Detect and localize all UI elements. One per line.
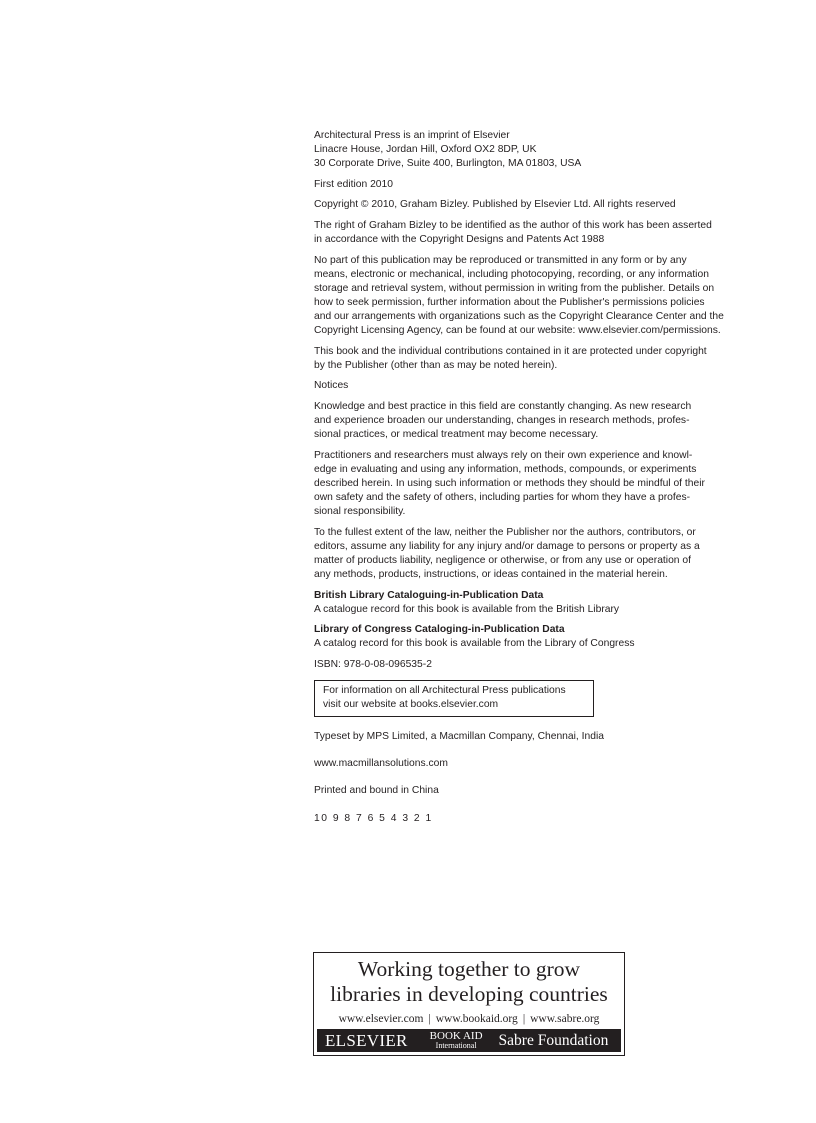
libraries-banner: [313, 952, 625, 1056]
copyright-notice: Copyright © 2010, Graham Bizley. Published by Elsevier Ltd. All rights reserved: [314, 199, 676, 211]
banner-urls: [314, 1013, 624, 1025]
address-usa: 30 Corporate Drive, Suite 400, Burlington, MA 01803, USA: [314, 158, 582, 170]
elsevier-url[interactable]: www.elsevier.com: [338, 1013, 424, 1025]
address-uk: Linacre House, Jordan Hill, Oxford OX2 8DP, UK: [314, 144, 537, 156]
typeset-url: www.macmillansolutions.com: [314, 758, 448, 770]
bookaid-logo: [429, 1029, 483, 1050]
copyright-page-text: [314, 129, 734, 826]
permissions-paragraph: No part of this publication may be reproduced or transmitted in any form or by any means, electronic or mechanical, including photocopying, recording, or any information storage and retrieval system, without permission in writing from the publisher. Details on how to seek permission, further information about the Publisher's permissions policies and our arrangements with organizations such as the Copyright Clearance Center and the Copyright Licensing Agency, can be found at our website: www.elsevier.com/permissions.: [314, 254, 724, 337]
loc-heading: Library of Congress Cataloging-in-Publication Data: [314, 624, 565, 636]
typeset-credit: Typeset by MPS Limited, a Macmillan Company, Chennai, India: [314, 731, 604, 743]
info-box-line: For information on all Architectural Press publications: [323, 685, 566, 697]
notice-paragraph: Knowledge and best practice in this field are constantly changing. As new research and experience broaden our understanding, changes in research methods, profes- sional practices, or medical treatment may become necessary.: [314, 401, 692, 441]
imprint-line: Architectural Press is an imprint of Elsevier: [314, 130, 510, 141]
banner-headline: Working together to grow: [357, 957, 581, 981]
partner-logos-strip: [317, 1029, 621, 1052]
notice-paragraph: Practitioners and researchers must always rely on their own experience and knowl- edge in evaluating and using any information, methods, compounds, or experiments described herein. In using such information or methods they should be mindful of their own safety and the safety of others, including parties for whom they have a profes- sional responsibility.: [314, 449, 705, 518]
protection-paragraph: This book and the individual contributions contained in it are protected under copyright by the Publisher (other than as may be noted herein).: [314, 345, 707, 371]
url-separator: |: [428, 1013, 431, 1025]
british-library-text: A catalogue record for this book is available from the British Library: [314, 603, 620, 615]
banner-subheadline: libraries in developing countries: [330, 982, 608, 1006]
info-box-line: visit our website at books.elsevier.com: [323, 699, 499, 711]
isbn: ISBN: 978-0-08-096535-2: [314, 659, 432, 670]
bookaid-logo-main: BOOK AID: [429, 1029, 483, 1042]
sabre-url[interactable]: www.sabre.org: [530, 1013, 600, 1025]
bookaid-url[interactable]: www.bookaid.org: [435, 1013, 518, 1025]
notices-heading: Notices: [314, 380, 349, 392]
bookaid-logo-sub: International: [435, 1040, 477, 1050]
sabre-foundation-logo: Sabre Foundation: [498, 1031, 609, 1049]
print-line: 10 9 8 7 6 5 4 3 2 1: [314, 812, 433, 824]
british-library-heading: British Library Cataloguing-in-Publication Data: [314, 589, 544, 601]
notice-paragraph: To the fullest extent of the law, neither the Publisher nor the authors, contributors, or editors, assume any liability for any injury and/or damage to persons or property as a matter of products liability, negligence or otherwise, or from any use or operation of any methods, products, instructions, or ideas contained in the material herein.: [314, 526, 700, 581]
loc-text: A catalog record for this book is available from the Library of Congress: [314, 638, 635, 650]
url-separator: |: [522, 1013, 526, 1025]
printed-in: Printed and bound in China: [314, 785, 439, 797]
publications-info-box: [314, 680, 594, 717]
elsevier-logo: ELSEVIER: [325, 1030, 408, 1050]
moral-right: The right of Graham Bizley to be identified as the author of this work has been asserted in accordance with the Copyright Designs and Patents Act 1988: [314, 219, 712, 246]
edition: First edition 2010: [314, 178, 393, 190]
